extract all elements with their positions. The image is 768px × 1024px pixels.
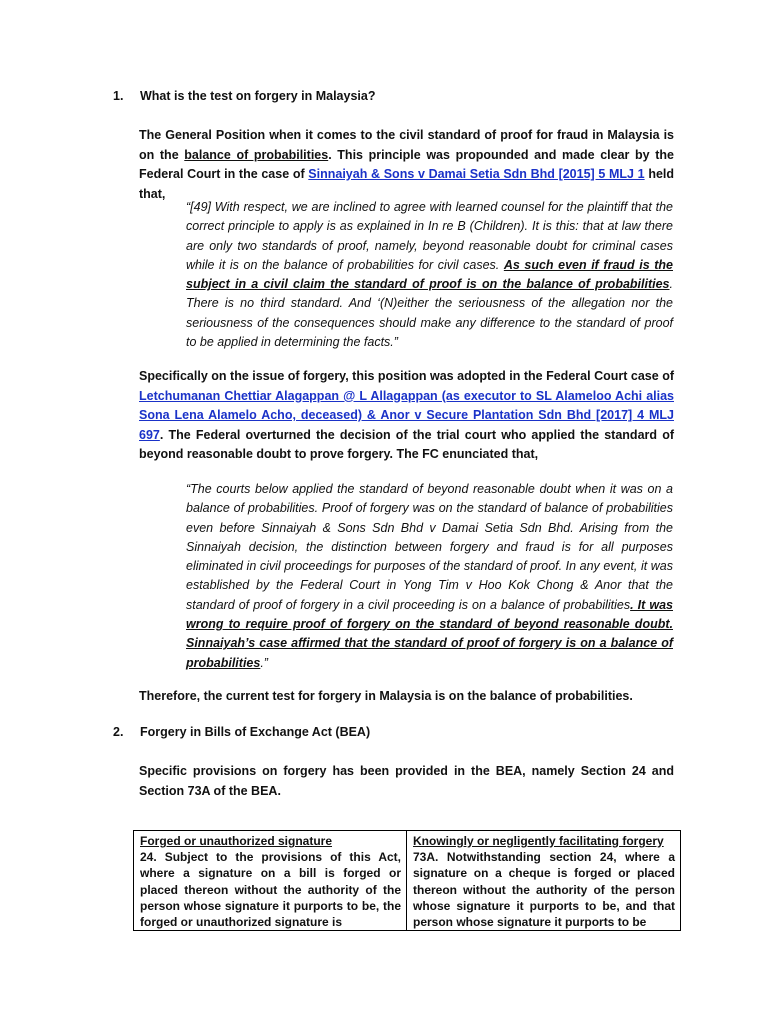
bea-provisions-paragraph: Specific provisions on forgery has been provided in the BEA, namely Section 24 and Section 73A of the BEA.	[139, 764, 674, 798]
conclusion-paragraph: Therefore, the current test for forgery in Malaysia is on the balance of probabilities.	[139, 689, 633, 703]
forgery-position-paragraph	[139, 367, 674, 465]
letchumanan-case-link[interactable]: Letchumanan Chettiar Alagappan @ L Allagappan (as executor to SL Alameloo Achi alias Sona Lena Alamelo Acho, deceased) & Anor v Secure Plantation Sdn Bhd [2017] 4 MLJ 697	[139, 388, 674, 442]
section-73a-header: Knowingly or negligently facilitating forgery	[413, 834, 664, 848]
section-1-heading	[113, 89, 375, 103]
section-73a-text: 73A. Notwithstanding section 24, where a signature on a cheque is forged or placed thereon without the authority of the person whose signature it purports to be, and that person whose signature it purports to be	[413, 850, 675, 930]
bea-sections-table	[133, 830, 681, 931]
section-24-column	[134, 831, 407, 930]
section-24-text: 24. Subject to the provisions of this Act, where a signature on a bill is forged or placed thereon without the authority of the person whose signature it purports to be, the forged or unauthorized signature is	[140, 850, 401, 930]
federal-court-quote	[186, 480, 673, 673]
section-2-number: 2.	[113, 725, 124, 739]
quote-emphasis: As such even if fraud is the subject in a civil claim the standard of proof is on the balance of probabilities	[186, 257, 673, 292]
section-24-header: Forged or unauthorized signature	[140, 834, 333, 848]
section-73a-column	[407, 831, 680, 930]
general-position-paragraph	[139, 126, 674, 204]
paragraph-text: . This principle was propounded and made clear by the Federal Court in the case of	[139, 147, 675, 181]
section-1-title: What is the test on forgery in Malaysia?	[140, 89, 376, 103]
paragraph-text: The General Position when it comes to the civil standard of proof for fraud in Malaysia is on the	[139, 128, 674, 162]
section-2-heading	[113, 725, 370, 739]
balance-of-probabilities-underlined: balance of probabilities	[184, 147, 329, 162]
quote-text: . There is no third standard. And ‘(N)either the seriousness of the allegation nor the seriousness of the consequences should make any difference to the standard of proof to be applied in determining the facts.”	[186, 277, 673, 350]
quote-text: .”	[260, 655, 268, 670]
sinnaiyah-case-link[interactable]: Sinnaiyah & Sons v Damai Setia Sdn Bhd [2015] 5 MLJ 1	[308, 167, 645, 181]
quote-text: “The courts below applied the standard of beyond reasonable doubt when it was on a balance of probabilities. Proof of forgery was on the standard of balance of probabilities even before Sinnaiyah & Sons Sdn Bhd v Damai Setia Sdn Bhd. Arising from the Sinnaiyah decision, the distinction between forgery and fraud is for all purposes eliminated in civil proceedings for purposes of the standard of proof. In any event, it was established by the Federal Court in Yong Tim v Hoo Kok Chong & Anor that the standard of proof of forgery in a civil proceeding is on a balance of probabilities	[186, 482, 673, 612]
section-1-number: 1.	[113, 89, 124, 103]
paragraph-text: Specifically on the issue of forgery, this position was adopted in the Federal Court case of	[139, 369, 674, 383]
sinnaiyah-quote	[186, 198, 673, 352]
paragraph-text: . The Federal overturned the decision of the trial court who applied the standard of beyond reasonable doubt to prove forgery. The FC enunciated that,	[139, 427, 674, 461]
quote-emphasis: . It was wrong to require proof of forgery on the standard of beyond reasonable doubt. Sinnaiyah’s case affirmed that the standard of proof of forgery is on a balance of probabilities	[186, 597, 673, 670]
section-2-title: Forgery in Bills of Exchange Act (BEA)	[140, 725, 371, 739]
quote-text: “[49] With respect, we are inclined to agree with learned counsel for the plaintiff that the correct principle to apply is as explained in In re B (Children). It is this: that at law there are only two standards of proof, namely, beyond reasonable doubt for criminal cases while it is on the balance of probabilities for civil cases.	[186, 200, 673, 272]
paragraph-text: held that,	[139, 167, 675, 201]
